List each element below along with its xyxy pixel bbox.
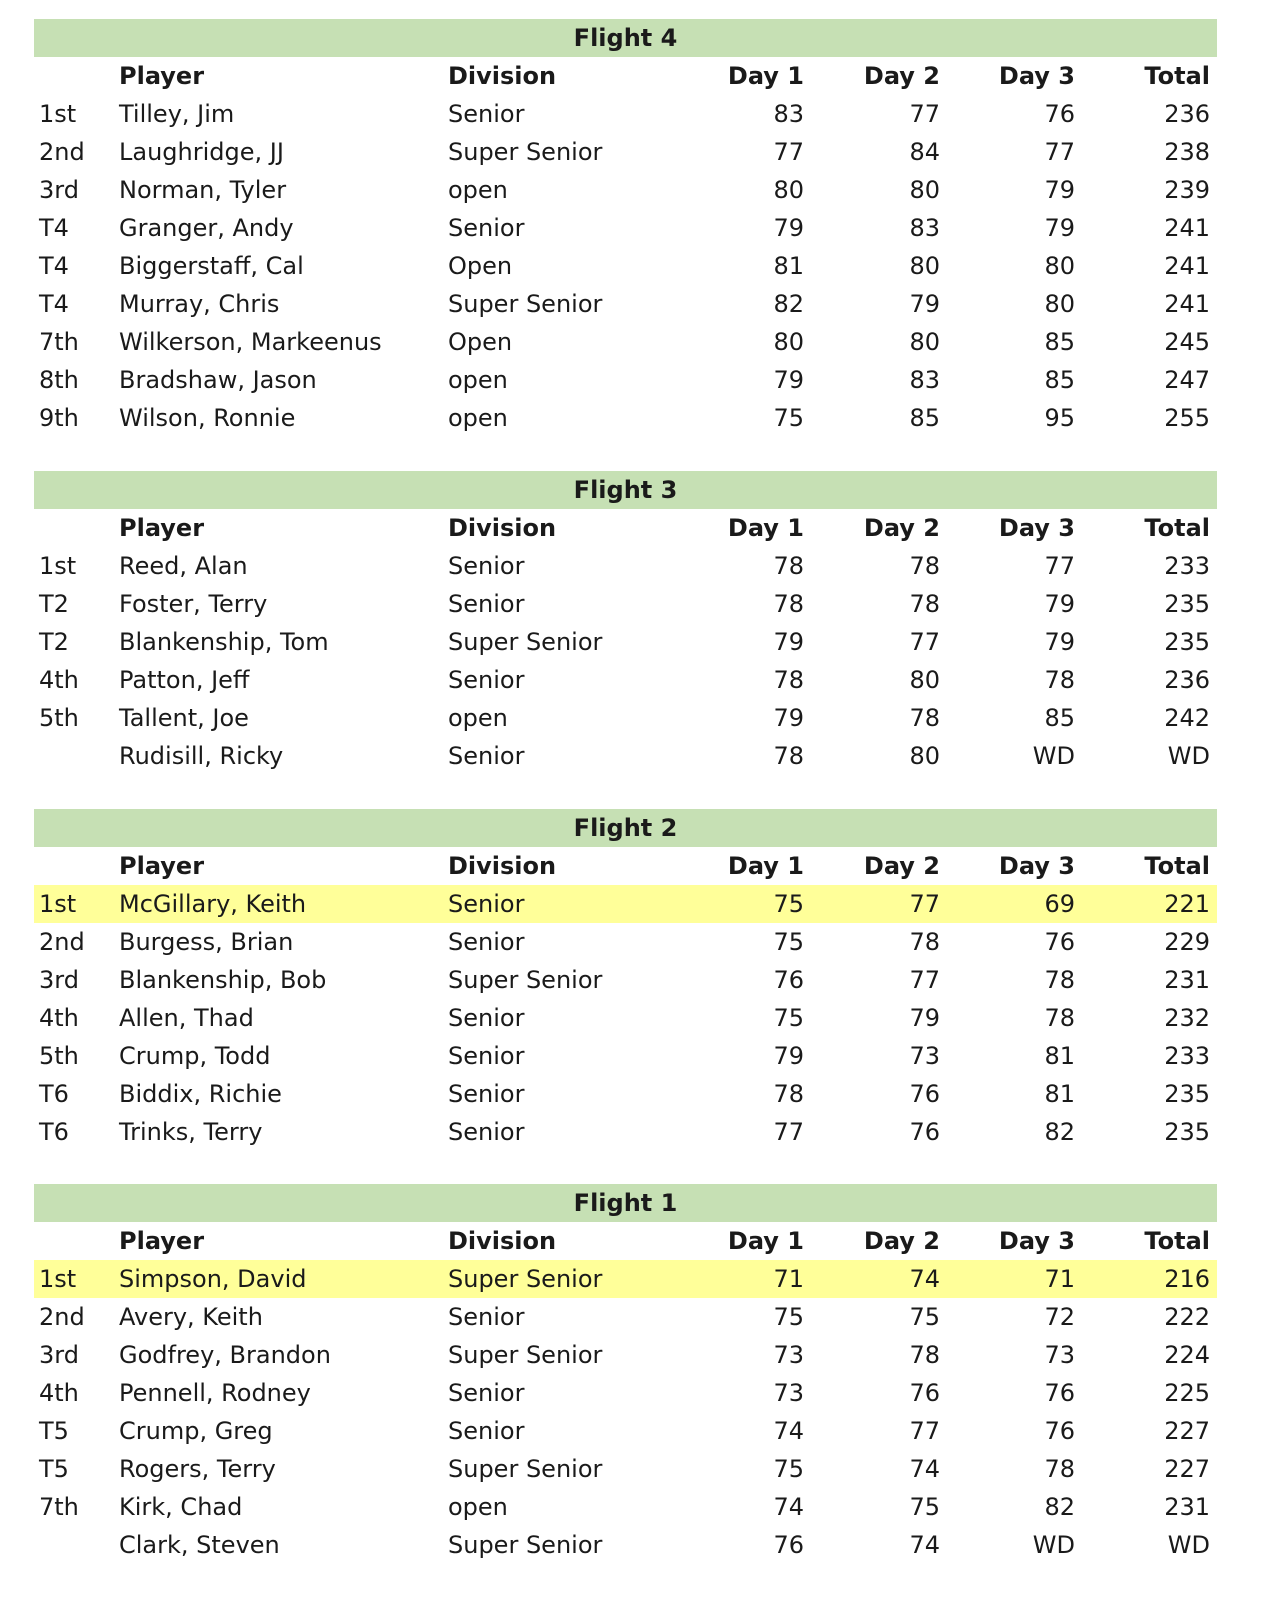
day3-cell: 76 — [1044, 1417, 1075, 1445]
day3-cell: 69 — [1044, 890, 1075, 918]
flight-table — [34, 1184, 1217, 1564]
header-day1: Day 1 — [727, 852, 804, 880]
table-row — [34, 1450, 1217, 1488]
header-division: Division — [448, 852, 557, 880]
flight-title: Flight 4 — [34, 19, 1217, 57]
division-cell: Senior — [448, 1042, 525, 1070]
total-cell: 225 — [1164, 1379, 1210, 1407]
total-cell: 227 — [1164, 1455, 1210, 1483]
division-cell: open — [448, 176, 508, 204]
player-cell: Blankenship, Bob — [119, 966, 327, 994]
place-cell: 3rd — [39, 1341, 79, 1369]
player-cell: Crump, Greg — [119, 1417, 273, 1445]
day1-cell: 76 — [773, 966, 804, 994]
place-cell: 3rd — [39, 176, 79, 204]
table-row — [34, 547, 1217, 585]
day1-cell: 77 — [773, 1118, 804, 1146]
day2-cell: 76 — [909, 1379, 940, 1407]
total-cell: 235 — [1164, 590, 1210, 618]
player-cell: Biggerstaff, Cal — [119, 252, 304, 280]
total-cell: WD — [1167, 742, 1210, 770]
day2-cell: 79 — [909, 1004, 940, 1032]
total-cell: 231 — [1164, 1493, 1210, 1521]
day3-cell: 76 — [1044, 1379, 1075, 1407]
place-cell: T5 — [39, 1455, 69, 1483]
division-cell: Super Senior — [448, 966, 603, 994]
table-row — [34, 737, 1217, 775]
day3-cell: 80 — [1044, 290, 1075, 318]
header-day2: Day 2 — [863, 852, 940, 880]
total-cell: 241 — [1164, 214, 1210, 242]
day3-cell: WD — [1032, 742, 1075, 770]
day2-cell: 79 — [909, 290, 940, 318]
place-cell: 5th — [39, 1042, 79, 1070]
flight-table — [34, 19, 1217, 437]
table-row — [34, 361, 1217, 399]
total-cell: 241 — [1164, 290, 1210, 318]
player-cell: Blankenship, Tom — [119, 628, 329, 656]
player-cell: Trinks, Terry — [119, 1118, 263, 1146]
flight-title: Flight 1 — [34, 1184, 1217, 1222]
day1-cell: 75 — [773, 928, 804, 956]
day1-cell: 74 — [773, 1493, 804, 1521]
division-cell: Senior — [448, 1118, 525, 1146]
division-cell: Senior — [448, 552, 525, 580]
day3-cell: 85 — [1044, 366, 1075, 394]
place-cell: 4th — [39, 666, 79, 694]
day2-cell: 83 — [909, 214, 940, 242]
day1-cell: 80 — [773, 328, 804, 356]
day3-cell: 79 — [1044, 214, 1075, 242]
division-cell: Senior — [448, 1417, 525, 1445]
place-cell: 9th — [39, 404, 79, 432]
table-row — [34, 585, 1217, 623]
division-cell: Senior — [448, 1004, 525, 1032]
day3-cell: 78 — [1044, 966, 1075, 994]
total-cell: 235 — [1164, 1118, 1210, 1146]
table-row — [34, 1374, 1217, 1412]
place-cell: 5th — [39, 704, 79, 732]
day1-cell: 82 — [773, 290, 804, 318]
header-day1: Day 1 — [727, 62, 804, 90]
place-cell: T6 — [39, 1118, 69, 1146]
division-cell: Super Senior — [448, 1265, 603, 1293]
player-cell: Foster, Terry — [119, 590, 268, 618]
place-cell: T4 — [39, 214, 69, 242]
day1-cell: 80 — [773, 176, 804, 204]
day3-cell: WD — [1032, 1531, 1075, 1559]
total-cell: 232 — [1164, 1004, 1210, 1032]
flight-title: Flight 2 — [34, 809, 1217, 847]
player-cell: Patton, Jeff — [119, 666, 250, 694]
player-cell: Wilson, Ronnie — [119, 404, 296, 432]
table-row — [34, 961, 1217, 999]
total-cell: WD — [1167, 1531, 1210, 1559]
day3-cell: 95 — [1044, 404, 1075, 432]
player-cell: Laughridge, JJ — [119, 138, 284, 166]
player-cell: Norman, Tyler — [119, 176, 287, 204]
day2-cell: 80 — [909, 252, 940, 280]
day1-cell: 76 — [773, 1531, 804, 1559]
place-cell: 4th — [39, 1004, 79, 1032]
total-cell: 236 — [1164, 100, 1210, 128]
header-day1: Day 1 — [727, 1227, 804, 1255]
total-cell: 235 — [1164, 1080, 1210, 1108]
day2-cell: 77 — [909, 890, 940, 918]
day3-cell: 72 — [1044, 1303, 1075, 1331]
header-player: Player — [119, 1227, 205, 1255]
player-cell: Tallent, Joe — [119, 704, 249, 732]
column-header-row — [34, 57, 1217, 95]
division-cell: Senior — [448, 742, 525, 770]
day1-cell: 78 — [773, 552, 804, 580]
day2-cell: 77 — [909, 966, 940, 994]
player-cell: Bradshaw, Jason — [119, 366, 317, 394]
division-cell: Senior — [448, 214, 525, 242]
day1-cell: 79 — [773, 214, 804, 242]
day3-cell: 80 — [1044, 252, 1075, 280]
division-cell: Super Senior — [448, 138, 603, 166]
day3-cell: 77 — [1044, 552, 1075, 580]
place-cell: T5 — [39, 1417, 69, 1445]
table-row — [34, 1075, 1217, 1113]
total-cell: 242 — [1164, 704, 1210, 732]
player-cell: Simpson, David — [119, 1265, 307, 1293]
division-cell: Senior — [448, 590, 525, 618]
day2-cell: 75 — [909, 1493, 940, 1521]
total-cell: 224 — [1164, 1341, 1210, 1369]
table-row — [34, 999, 1217, 1037]
day1-cell: 78 — [773, 742, 804, 770]
player-cell: McGillary, Keith — [119, 890, 307, 918]
total-cell: 235 — [1164, 628, 1210, 656]
place-cell: 7th — [39, 328, 79, 356]
player-cell: Crump, Todd — [119, 1042, 271, 1070]
day3-cell: 79 — [1044, 176, 1075, 204]
header-day3: Day 3 — [998, 62, 1075, 90]
day1-cell: 78 — [773, 666, 804, 694]
table-row — [34, 133, 1217, 171]
division-cell: Senior — [448, 928, 525, 956]
table-row — [34, 699, 1217, 737]
table-row — [34, 1412, 1217, 1450]
total-cell: 231 — [1164, 966, 1210, 994]
total-cell: 233 — [1164, 1042, 1210, 1070]
day2-cell: 84 — [909, 138, 940, 166]
table-row — [34, 95, 1217, 133]
day3-cell: 85 — [1044, 328, 1075, 356]
day1-cell: 73 — [773, 1379, 804, 1407]
total-cell: 233 — [1164, 552, 1210, 580]
header-total: Total — [1144, 62, 1210, 90]
day2-cell: 75 — [909, 1303, 940, 1331]
place-cell: 3rd — [39, 966, 79, 994]
player-cell: Pennell, Rodney — [119, 1379, 311, 1407]
table-row — [34, 885, 1217, 923]
total-cell: 255 — [1164, 404, 1210, 432]
day3-cell: 79 — [1044, 590, 1075, 618]
day2-cell: 77 — [909, 628, 940, 656]
place-cell: 1st — [39, 552, 77, 580]
division-cell: open — [448, 704, 508, 732]
player-cell: Rudisill, Ricky — [119, 742, 284, 770]
day3-cell: 76 — [1044, 928, 1075, 956]
place-cell: T4 — [39, 290, 69, 318]
day1-cell: 78 — [773, 1080, 804, 1108]
day2-cell: 80 — [909, 176, 940, 204]
player-cell: Godfrey, Brandon — [119, 1341, 331, 1369]
day1-cell: 71 — [773, 1265, 804, 1293]
player-cell: Kirk, Chad — [119, 1493, 243, 1521]
player-cell: Avery, Keith — [119, 1303, 263, 1331]
column-header-row — [34, 847, 1217, 885]
player-cell: Clark, Steven — [119, 1531, 280, 1559]
column-header-row — [34, 1222, 1217, 1260]
day3-cell: 81 — [1044, 1080, 1075, 1108]
day3-cell: 71 — [1044, 1265, 1075, 1293]
division-cell: Super Senior — [448, 1455, 603, 1483]
place-cell: T2 — [39, 590, 69, 618]
player-cell: Allen, Thad — [119, 1004, 254, 1032]
day3-cell: 73 — [1044, 1341, 1075, 1369]
day3-cell: 78 — [1044, 1455, 1075, 1483]
table-row — [34, 209, 1217, 247]
place-cell: 1st — [39, 890, 77, 918]
division-cell: Senior — [448, 100, 525, 128]
day2-cell: 76 — [909, 1118, 940, 1146]
total-cell: 221 — [1164, 890, 1210, 918]
day3-cell: 76 — [1044, 100, 1075, 128]
table-row — [34, 171, 1217, 209]
day3-cell: 81 — [1044, 1042, 1075, 1070]
total-cell: 241 — [1164, 252, 1210, 280]
division-cell: open — [448, 1493, 508, 1521]
day1-cell: 81 — [773, 252, 804, 280]
header-division: Division — [448, 514, 557, 542]
place-cell: T2 — [39, 628, 69, 656]
day1-cell: 79 — [773, 366, 804, 394]
day1-cell: 78 — [773, 590, 804, 618]
division-cell: Senior — [448, 1303, 525, 1331]
division-cell: Senior — [448, 890, 525, 918]
place-cell: 2nd — [39, 928, 85, 956]
header-player: Player — [119, 62, 205, 90]
day2-cell: 74 — [909, 1265, 940, 1293]
header-day2: Day 2 — [863, 514, 940, 542]
total-cell: 216 — [1164, 1265, 1210, 1293]
header-day3: Day 3 — [998, 852, 1075, 880]
division-cell: Senior — [448, 666, 525, 694]
table-row — [34, 661, 1217, 699]
table-row — [34, 1037, 1217, 1075]
day1-cell: 75 — [773, 404, 804, 432]
day1-cell: 79 — [773, 704, 804, 732]
day1-cell: 77 — [773, 138, 804, 166]
header-player: Player — [119, 514, 205, 542]
table-row — [34, 399, 1217, 437]
day1-cell: 83 — [773, 100, 804, 128]
day2-cell: 80 — [909, 666, 940, 694]
day2-cell: 78 — [909, 590, 940, 618]
flight-table — [34, 809, 1217, 1151]
day1-cell: 79 — [773, 1042, 804, 1070]
table-row — [34, 1526, 1217, 1564]
place-cell: 7th — [39, 1493, 79, 1521]
table-row — [34, 923, 1217, 961]
day1-cell: 73 — [773, 1341, 804, 1369]
player-cell: Rogers, Terry — [119, 1455, 276, 1483]
table-row — [34, 1298, 1217, 1336]
day1-cell: 79 — [773, 628, 804, 656]
table-row — [34, 623, 1217, 661]
day3-cell: 85 — [1044, 704, 1075, 732]
place-cell: 4th — [39, 1379, 79, 1407]
table-row — [34, 1336, 1217, 1374]
table-row — [34, 1488, 1217, 1526]
day2-cell: 83 — [909, 366, 940, 394]
total-cell: 222 — [1164, 1303, 1210, 1331]
day2-cell: 74 — [909, 1455, 940, 1483]
header-division: Division — [448, 62, 557, 90]
table-row — [34, 1260, 1217, 1298]
header-day2: Day 2 — [863, 1227, 940, 1255]
day2-cell: 78 — [909, 1341, 940, 1369]
player-cell: Wilkerson, Markeenus — [119, 328, 382, 356]
place-cell: 2nd — [39, 1303, 85, 1331]
header-day3: Day 3 — [998, 514, 1075, 542]
header-total: Total — [1144, 852, 1210, 880]
total-cell: 238 — [1164, 138, 1210, 166]
day2-cell: 80 — [909, 742, 940, 770]
table-row — [34, 285, 1217, 323]
total-cell: 227 — [1164, 1417, 1210, 1445]
day3-cell: 77 — [1044, 138, 1075, 166]
day2-cell: 76 — [909, 1080, 940, 1108]
division-cell: Open — [448, 252, 513, 280]
division-cell: Senior — [448, 1080, 525, 1108]
header-total: Total — [1144, 514, 1210, 542]
flight-title: Flight 3 — [34, 471, 1217, 509]
total-cell: 229 — [1164, 928, 1210, 956]
day3-cell: 78 — [1044, 666, 1075, 694]
division-cell: Super Senior — [448, 1341, 603, 1369]
day2-cell: 85 — [909, 404, 940, 432]
division-cell: Super Senior — [448, 1531, 603, 1559]
day2-cell: 74 — [909, 1531, 940, 1559]
place-cell: T4 — [39, 252, 69, 280]
day2-cell: 78 — [909, 704, 940, 732]
player-cell: Murray, Chris — [119, 290, 280, 318]
player-cell: Tilley, Jim — [119, 100, 235, 128]
header-day1: Day 1 — [727, 514, 804, 542]
day3-cell: 79 — [1044, 628, 1075, 656]
total-cell: 245 — [1164, 328, 1210, 356]
division-cell: Open — [448, 328, 513, 356]
header-day2: Day 2 — [863, 62, 940, 90]
header-total: Total — [1144, 1227, 1210, 1255]
player-cell: Reed, Alan — [119, 552, 248, 580]
total-cell: 247 — [1164, 366, 1210, 394]
division-cell: Senior — [448, 1379, 525, 1407]
day3-cell: 78 — [1044, 1004, 1075, 1032]
total-cell: 236 — [1164, 666, 1210, 694]
day2-cell: 77 — [909, 1417, 940, 1445]
place-cell: 2nd — [39, 138, 85, 166]
day3-cell: 82 — [1044, 1493, 1075, 1521]
day2-cell: 78 — [909, 552, 940, 580]
day1-cell: 74 — [773, 1417, 804, 1445]
table-row — [34, 247, 1217, 285]
division-cell: open — [448, 366, 508, 394]
day3-cell: 82 — [1044, 1118, 1075, 1146]
place-cell: 1st — [39, 1265, 77, 1293]
player-cell: Granger, Andy — [119, 214, 294, 242]
day1-cell: 75 — [773, 1004, 804, 1032]
place-cell: T6 — [39, 1080, 69, 1108]
day2-cell: 78 — [909, 928, 940, 956]
flight-table — [34, 471, 1217, 775]
total-cell: 239 — [1164, 176, 1210, 204]
player-cell: Biddix, Richie — [119, 1080, 282, 1108]
division-cell: Super Senior — [448, 290, 603, 318]
place-cell: 1st — [39, 100, 77, 128]
table-row — [34, 323, 1217, 361]
day2-cell: 77 — [909, 100, 940, 128]
day1-cell: 75 — [773, 1303, 804, 1331]
day2-cell: 73 — [909, 1042, 940, 1070]
division-cell: Super Senior — [448, 628, 603, 656]
column-header-row — [34, 509, 1217, 547]
table-row — [34, 1113, 1217, 1151]
player-cell: Burgess, Brian — [119, 928, 294, 956]
division-cell: open — [448, 404, 508, 432]
day2-cell: 80 — [909, 328, 940, 356]
place-cell: 8th — [39, 366, 79, 394]
header-player: Player — [119, 852, 205, 880]
day1-cell: 75 — [773, 1455, 804, 1483]
header-day3: Day 3 — [998, 1227, 1075, 1255]
day1-cell: 75 — [773, 890, 804, 918]
header-division: Division — [448, 1227, 557, 1255]
